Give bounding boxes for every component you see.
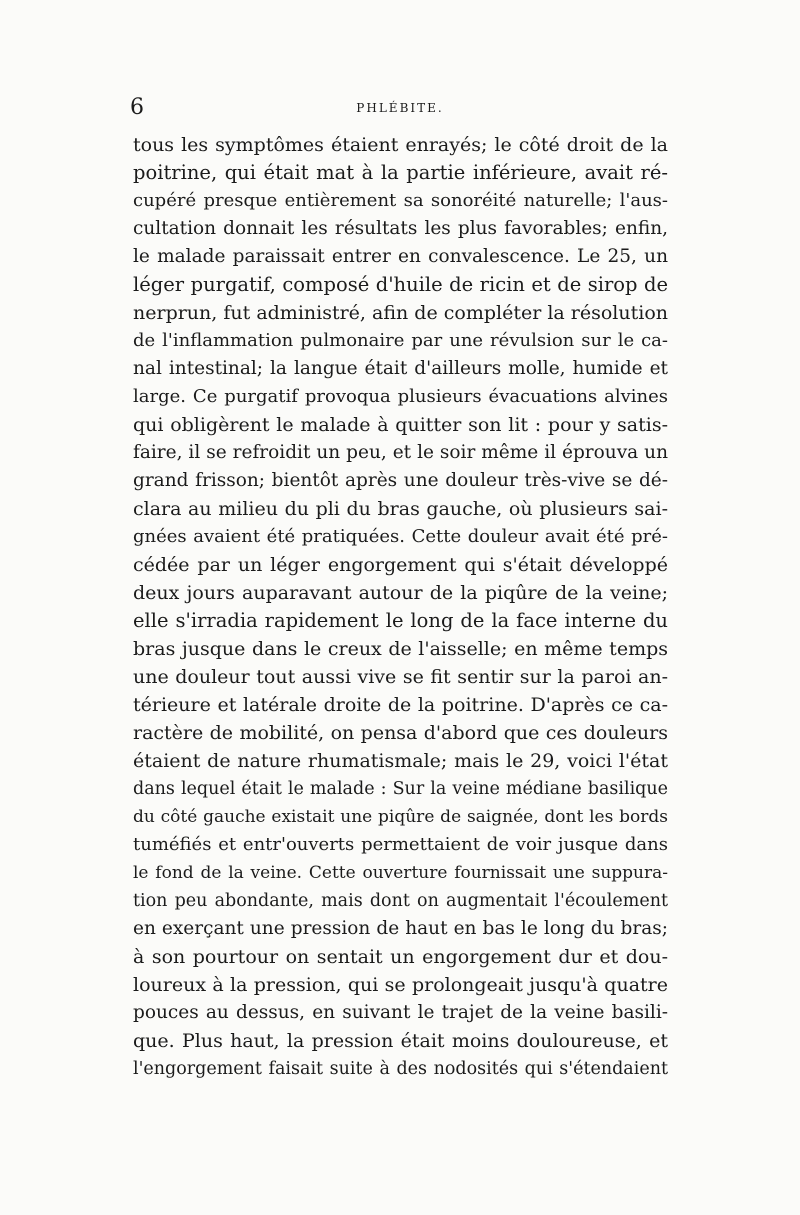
text-line: faire, il se refroidit un peu, et le soir même il éprouva un: [133, 442, 668, 463]
text-line: de l'inflammation pulmonaire par une révulsion sur le ca-: [133, 330, 668, 351]
text-line: le malade paraissait entrer en convalescence. Le 25, un: [133, 246, 668, 267]
text-line: en exerçant une pression de haut en bas le long du bras;: [133, 918, 668, 939]
text-line: deux jours auparavant autour de la piqûre de la veine;: [133, 582, 668, 604]
text-line: clara au milieu du pli du bras gauche, où plusieurs sai-: [133, 498, 668, 520]
text-line: grand frisson; bientôt après une douleur très-vive se dé-: [133, 470, 668, 491]
text-line: cédée par un léger engorgement qui s'était développé: [133, 554, 668, 576]
text-line: à son pourtour on sentait un engorgement dur et dou-: [133, 946, 668, 968]
text-line: qui obligèrent le malade à quitter son lit : pour y satis-: [133, 414, 668, 436]
text-line: que. Plus haut, la pression était moins douloureuse, et: [133, 1030, 668, 1052]
text-line: léger purgatif, composé d'huile de ricin et de sirop de: [133, 273, 668, 296]
text-line: ractère de mobilité, on pensa d'abord que ces douleurs: [133, 722, 668, 744]
text-line: tuméfiés et entr'ouverts permettaient de voir jusque dans: [133, 834, 668, 855]
text-line: elle s'irradia rapidement le long de la face interne du: [133, 609, 668, 632]
text-line: tous les symptômes étaient enrayés; le côté droit de la: [133, 134, 668, 156]
text-line: nal intestinal; la langue était d'ailleurs molle, humide et: [133, 358, 668, 379]
text-line: du côté gauche existait une piqûre de saignée, dont les bords: [133, 807, 668, 827]
text-line: cupéré presque entièrement sa sonoréité naturelle; l'aus-: [133, 190, 668, 211]
text-line: large. Ce purgatif provoqua plusieurs évacuations alvines: [133, 386, 668, 407]
text-line: térieure et latérale droite de la poitrine. D'après ce ca-: [133, 694, 668, 716]
text-line: pouces au dessus, en suivant le trajet de la veine basili-: [133, 1002, 668, 1023]
running-head: PHLÉBITE.: [356, 101, 444, 115]
text-line: le fond de la veine. Cette ouverture fournissait une suppura-: [133, 863, 668, 883]
body-text: [133, 131, 668, 1083]
text-line: tion peu abondante, mais dont on augmentait l'écoulement: [133, 891, 668, 911]
text-line: poitrine, qui était mat à la partie inférieure, avait ré-: [133, 161, 668, 184]
text-line: une douleur tout aussi vive se fit sentir sur la paroi an-: [133, 666, 668, 688]
text-line: gnées avaient été pratiquées. Cette douleur avait été pré-: [133, 526, 668, 547]
text-line: dans lequel était le malade : Sur la veine médiane basilique: [133, 779, 668, 799]
text-line: bras jusque dans le creux de l'aisselle; en même temps: [133, 638, 668, 660]
page-number: 6: [130, 95, 144, 120]
text-line: étaient de nature rhumatismale; mais le 29, voici l'état: [133, 750, 668, 772]
page-header: [130, 96, 670, 120]
text-line: nerprun, fut administré, afin de compléter la résolution: [133, 302, 668, 324]
text-line: cultation donnait les résultats les plus favorables; enfin,: [133, 218, 668, 239]
text-line: l'engorgement faisait suite à des nodosités qui s'étendaient: [133, 1059, 668, 1079]
text-line: loureux à la pression, qui se prolongeait jusqu'à quatre: [133, 974, 668, 996]
